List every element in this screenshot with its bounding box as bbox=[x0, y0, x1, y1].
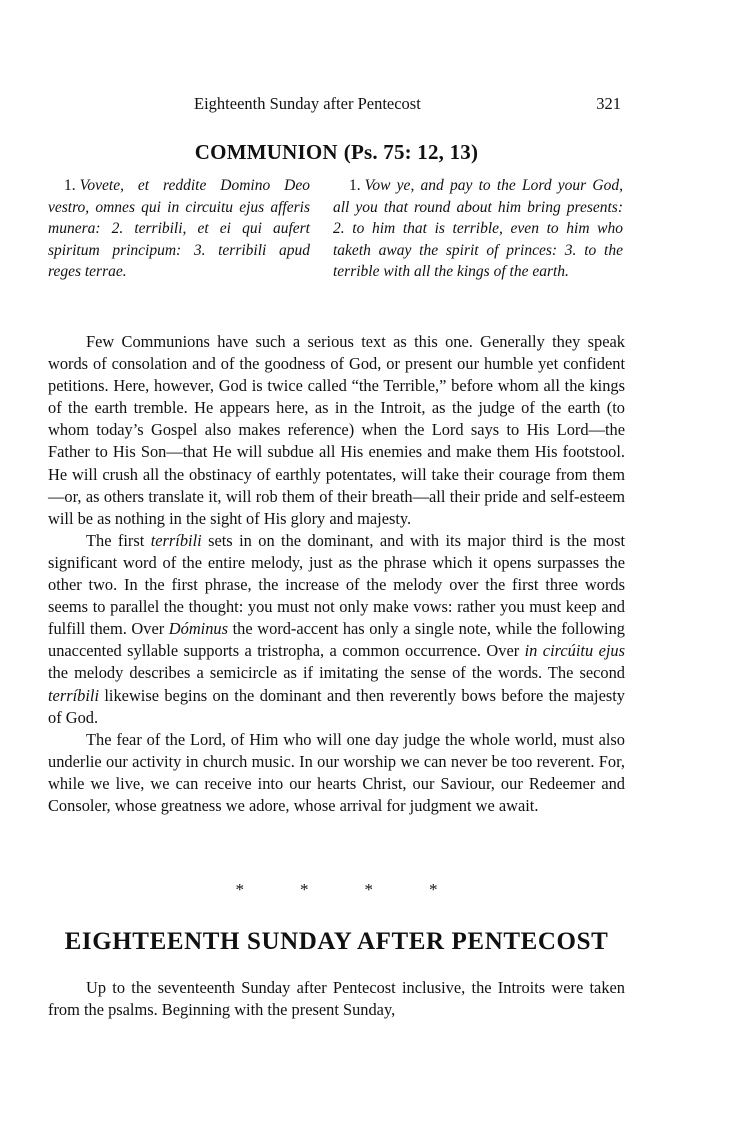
chapter-intro bbox=[48, 977, 625, 1021]
communion-heading bbox=[48, 140, 625, 165]
paragraph-2-text-c: the word-accent has only a single note, while the following unaccented syllable supports a tristropha, a common occurrence. Over bbox=[48, 619, 625, 661]
commentary-paragraph-3: The fear of the Lord, of Him who will one day judge the whole world, must also underlie our activity in church music. In our worship we can never be too reverent. For, while we live, we can receive into our hearts Christ, our Saviour, our Redeemer and Consoler, whose greatness we adore, whose arrival for judgment we await. bbox=[48, 729, 625, 815]
english-translation-column bbox=[333, 175, 623, 283]
commentary-paragraph-1: Few Communions have such a serious text as this one. Generally they speak words of consolation and of the goodness of God, or present our humble yet confident petitions. Here, however, God is twice called “the Terrible,” before whom all the kings of the earth tremble. He appears here, as in the Introit, as the judge of the earth (to whom today’s Gospel also makes reference) when the Lord says to His Lord—the Father to His Son—that He will subdue all His enemies and make them His footstool. He will crush all the obstinacy of earthly potentates, will take their courage from them—or, as others translate it, will rob them of their breath—all their pride and self-esteem will be as nothing in the sight of His glory and majesty. bbox=[48, 332, 625, 528]
latin-text: Vovete, et reddite Domino Deo vestro, omnes qui in circuitu ejus afferis munera: 2. terribili, et ei qui aufert spiritum principum: 3. terribili apud reges terrae. bbox=[48, 177, 310, 280]
separator-star: * bbox=[235, 880, 244, 899]
commentary-paragraph-2 bbox=[48, 530, 625, 729]
communion-title: COMMUNION bbox=[194, 140, 338, 164]
latin-term-dominus: Dóminus bbox=[168, 619, 228, 639]
english-verse-number: 1. bbox=[349, 177, 361, 194]
latin-term-in-circuitu: in circúitu ejus bbox=[524, 641, 625, 661]
section-separator bbox=[48, 880, 625, 900]
psalm-reference: (Ps. 75: 12, 13) bbox=[343, 140, 479, 164]
separator-star: * bbox=[300, 880, 309, 899]
latin-text-column bbox=[48, 175, 310, 283]
latin-verse-number: 1. bbox=[64, 177, 76, 194]
latin-term-terribili-2: terríbili bbox=[48, 685, 99, 705]
paragraph-2-text-e: likewise begins on the dominant and then reverently bows before the majesty of God. bbox=[48, 685, 625, 727]
latin-term-terribili-1: terríbili bbox=[150, 530, 202, 550]
commentary bbox=[48, 331, 625, 817]
chapter-heading: EIGHTEENTH SUNDAY AFTER PENTECOST bbox=[64, 928, 609, 955]
separator-star: * bbox=[364, 880, 373, 899]
book-page bbox=[48, 0, 625, 1123]
english-text: Vow ye, and pay to the Lord your God, all you that round about him bring presents: 2. to him that is terrible, even to him who taketh away the spirit of princes: 3. to the terrible with all the kings of the earth. bbox=[333, 177, 623, 280]
chapter-intro-paragraph: Up to the seventeenth Sunday after Pentecost inclusive, the Introits were taken from the psalms. Beginning with the present Sunday, bbox=[48, 978, 625, 1020]
separator-star: * bbox=[429, 880, 438, 899]
paragraph-2-text-b: sets in on the dominant, and with its major third is the most significant word of the entire melody, just as the phrase which it opens surpasses the other two. In the first phrase, the increase of the melody over the first three words seems to parallel the thought: you must not only make vows: rather you must keep and fulfill them. Over bbox=[48, 530, 626, 639]
page-number: 321 bbox=[596, 94, 621, 113]
running-head bbox=[48, 94, 625, 116]
paragraph-2-text-d: the melody describes a semicircle as if imitating the sense of the words. The second bbox=[48, 663, 625, 683]
running-title: Eighteenth Sunday after Pentecost bbox=[194, 94, 421, 113]
paragraph-2-text-a: The first bbox=[86, 530, 151, 550]
